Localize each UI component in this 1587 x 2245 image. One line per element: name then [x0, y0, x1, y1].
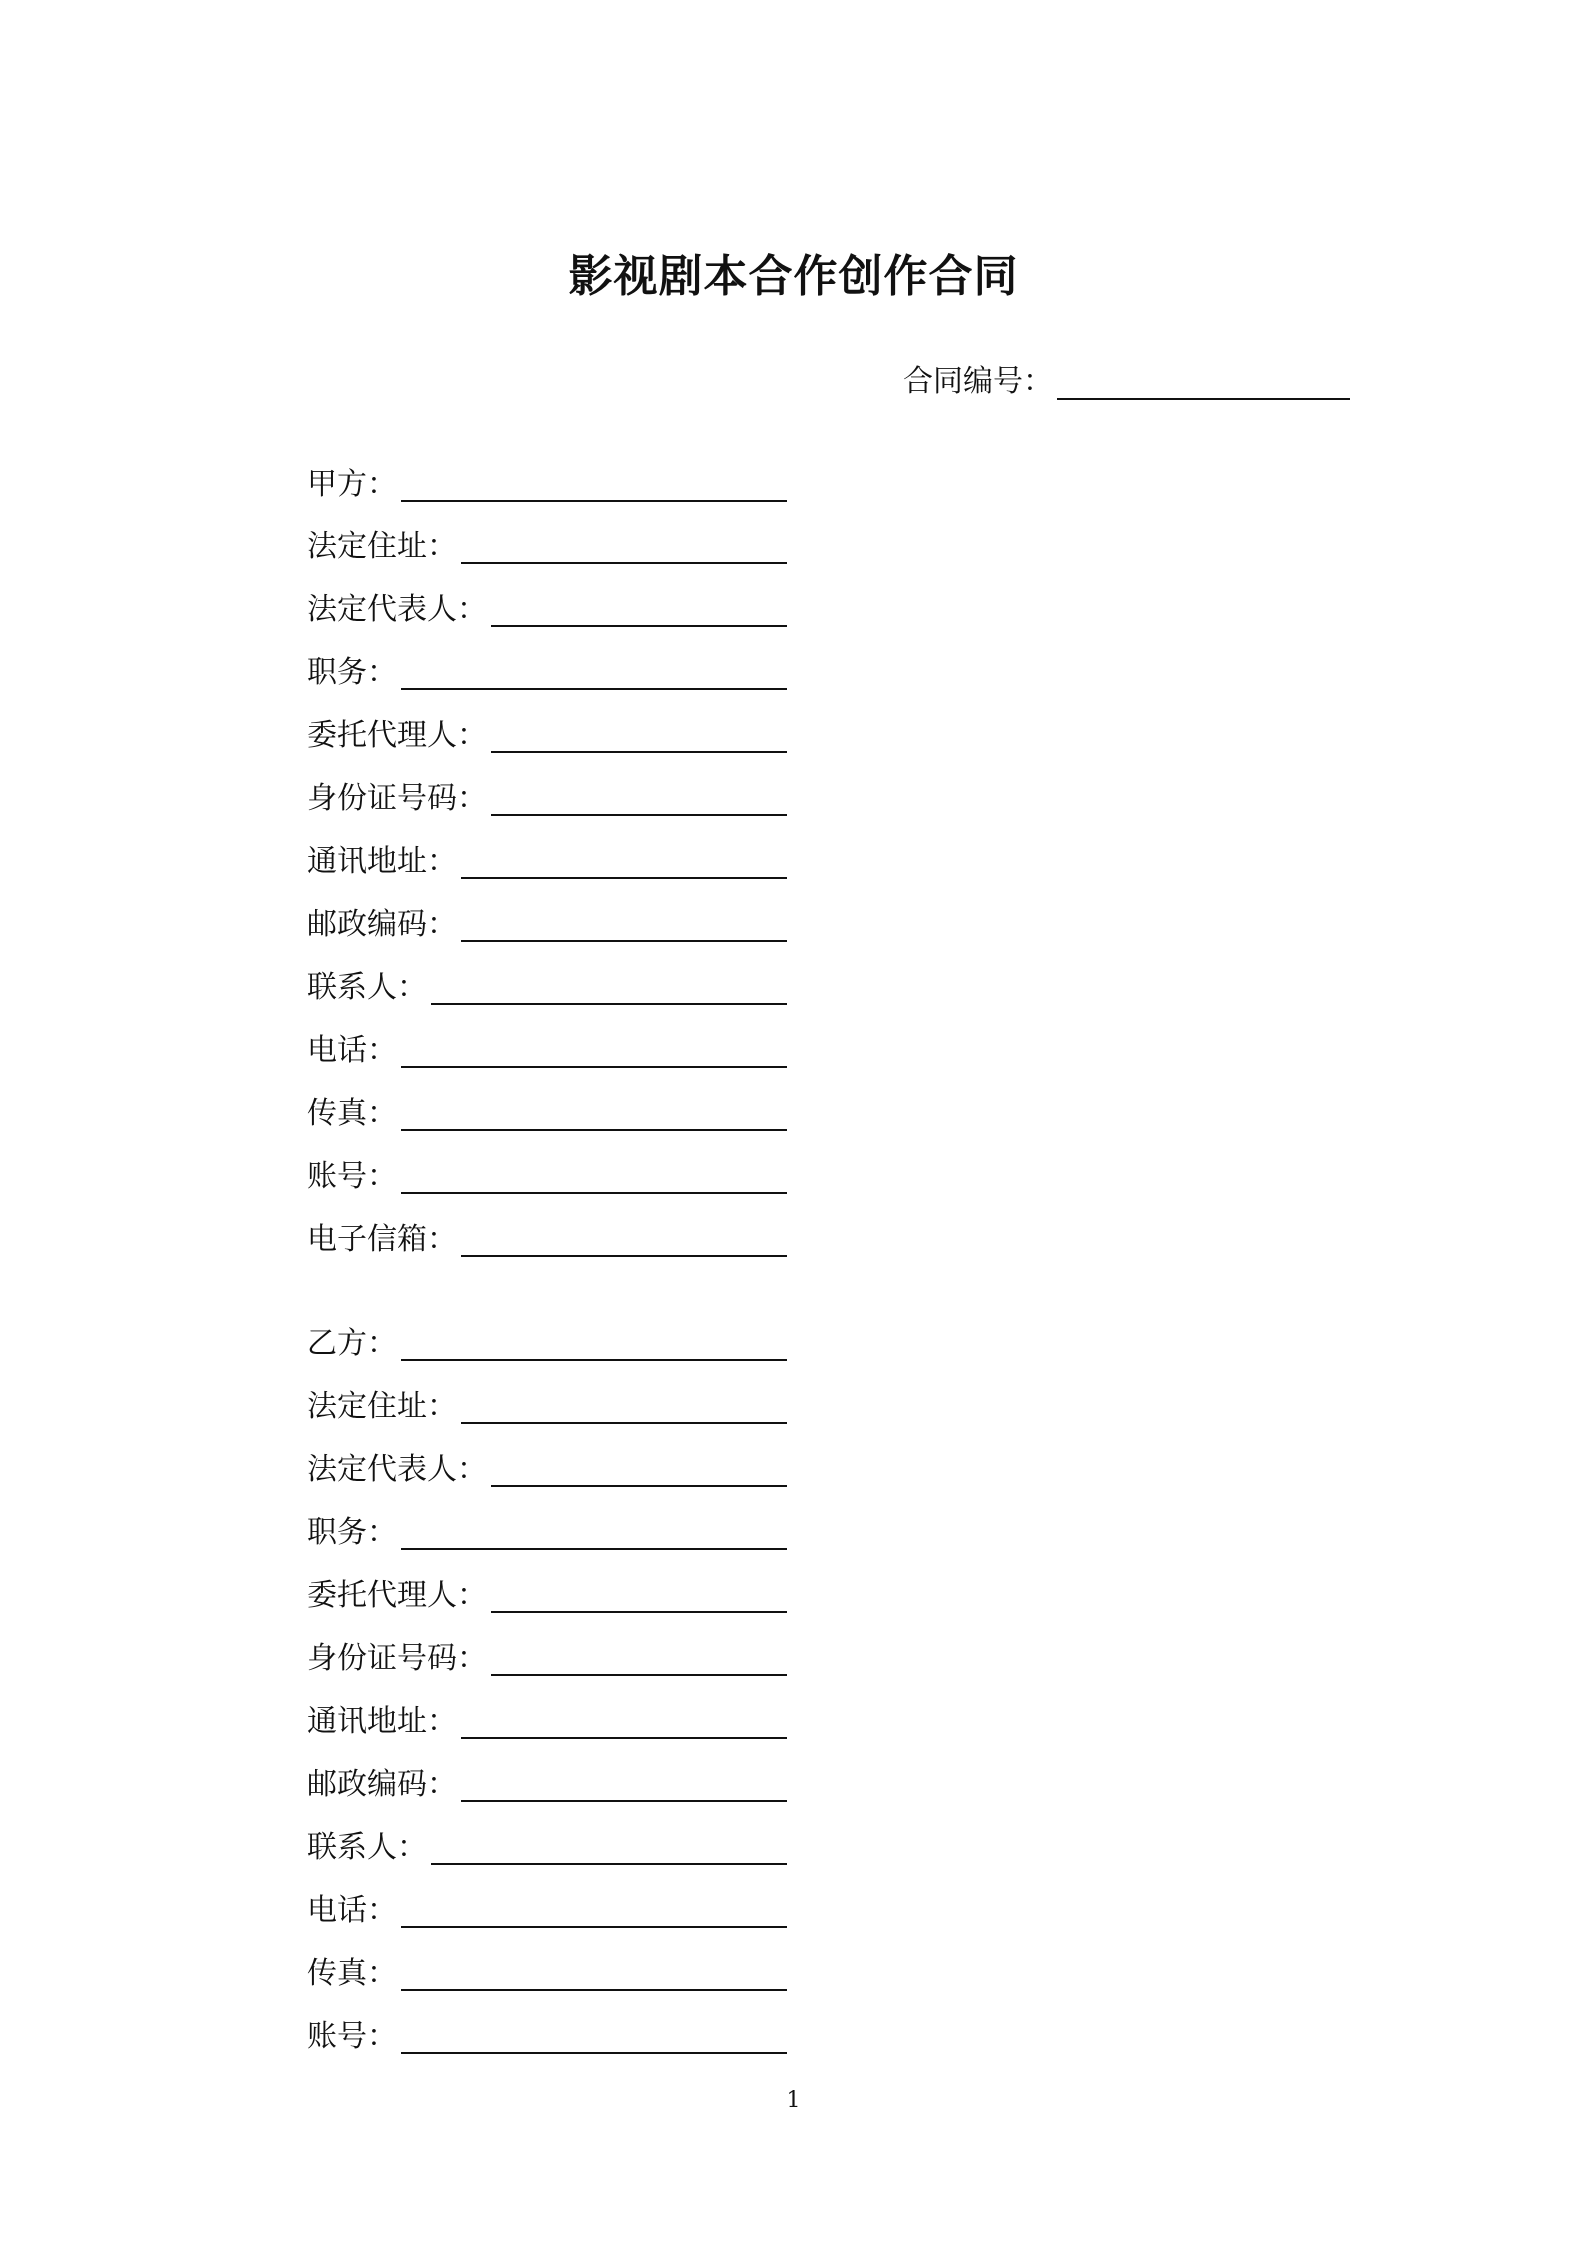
party-a-id-number-blank	[491, 784, 787, 816]
party-b-contact-label: 联系人：	[307, 1830, 427, 1865]
party-a-phone-blank	[401, 1036, 787, 1068]
contract-number-field	[903, 356, 1350, 400]
party-a-fax-field	[307, 1087, 787, 1131]
party-a-postcode-blank	[461, 910, 787, 942]
party-b-phone-blank	[401, 1896, 787, 1928]
party-b-fax-field	[307, 1947, 787, 1991]
contract-number-blank	[1057, 368, 1350, 400]
party-a-email-blank	[461, 1225, 787, 1257]
document-title: 影视剧本合作创作合同	[568, 251, 1019, 302]
party-b-name-blank	[401, 1329, 787, 1361]
party-b-legal-rep-label: 法定代表人：	[307, 1452, 487, 1487]
party-b-address-field	[307, 1380, 787, 1424]
party-b-account-blank	[401, 2022, 787, 2054]
party-b-account-field	[307, 2010, 787, 2054]
party-a-agent-label: 委托代理人：	[307, 718, 487, 753]
party-b-postcode-field	[307, 1758, 787, 1802]
party-a-mailing-address-blank	[461, 847, 787, 879]
party-b-position-label: 职务：	[307, 1515, 397, 1550]
party-b-id-number-blank	[491, 1644, 787, 1676]
party-a-mailing-address-field	[307, 835, 787, 879]
party-b-position-blank	[401, 1518, 787, 1550]
party-b-postcode-blank	[461, 1770, 787, 1802]
party-a-legal-rep-label: 法定代表人：	[307, 592, 487, 627]
party-b-postcode-label: 邮政编码：	[307, 1767, 457, 1802]
party-a-name-field	[307, 458, 787, 502]
party-b-legal-rep-blank	[491, 1455, 787, 1487]
party-a-name-blank	[401, 470, 787, 502]
party-a-contact-blank	[431, 973, 787, 1005]
party-a-email-label: 电子信箱：	[307, 1222, 457, 1257]
party-a-position-field	[307, 646, 787, 690]
party-a-account-label: 账号：	[307, 1159, 397, 1194]
party-b-name-field	[307, 1317, 787, 1361]
party-b-fax-label: 传真：	[307, 1956, 397, 1991]
party-a-address-field	[307, 520, 787, 564]
party-a-contact-field	[307, 961, 787, 1005]
party-b-contact-blank	[431, 1833, 787, 1865]
party-b-legal-rep-field	[307, 1443, 787, 1487]
contract-number-label: 合同编号：	[903, 364, 1053, 399]
party-a-mailing-address-label: 通讯地址：	[307, 844, 457, 879]
party-b-mailing-address-label: 通讯地址：	[307, 1704, 457, 1739]
party-b-agent-field	[307, 1569, 787, 1613]
party-b-mailing-address-field	[307, 1695, 787, 1739]
party-b-agent-label: 委托代理人：	[307, 1578, 487, 1613]
party-b-position-field	[307, 1506, 787, 1550]
party-b-fax-blank	[401, 1959, 787, 1991]
party-a-id-number-label: 身份证号码：	[307, 781, 487, 816]
party-b-id-number-label: 身份证号码：	[307, 1641, 487, 1676]
party-b-name-label: 乙方：	[307, 1326, 397, 1361]
party-b-id-number-field	[307, 1632, 787, 1676]
party-a-position-label: 职务：	[307, 655, 397, 690]
party-b-address-label: 法定住址：	[307, 1389, 457, 1424]
party-a-position-blank	[401, 658, 787, 690]
party-b-mailing-address-blank	[461, 1707, 787, 1739]
party-a-postcode-field	[307, 898, 787, 942]
party-a-fax-label: 传真：	[307, 1096, 397, 1131]
party-b-phone-label: 电话：	[307, 1893, 397, 1928]
party-a-name-label: 甲方：	[307, 467, 397, 502]
party-b-agent-blank	[491, 1581, 787, 1613]
party-a-fax-blank	[401, 1099, 787, 1131]
party-a-email-field	[307, 1213, 787, 1257]
party-b-address-blank	[461, 1392, 787, 1424]
party-a-contact-label: 联系人：	[307, 970, 427, 1005]
party-a-address-label: 法定住址：	[307, 529, 457, 564]
party-a-address-blank	[461, 532, 787, 564]
party-a-phone-label: 电话：	[307, 1033, 397, 1068]
party-a-account-blank	[401, 1162, 787, 1194]
party-a-id-number-field	[307, 772, 787, 816]
page-number: 1	[786, 2088, 801, 2113]
party-a-legal-rep-blank	[491, 595, 787, 627]
party-b-account-label: 账号：	[307, 2019, 397, 2054]
party-a-account-field	[307, 1150, 787, 1194]
party-a-legal-rep-field	[307, 583, 787, 627]
party-a-postcode-label: 邮政编码：	[307, 907, 457, 942]
party-b-contact-field	[307, 1821, 787, 1865]
party-a-agent-blank	[491, 721, 787, 753]
party-a-agent-field	[307, 709, 787, 753]
party-a-phone-field	[307, 1024, 787, 1068]
party-b-phone-field	[307, 1884, 787, 1928]
